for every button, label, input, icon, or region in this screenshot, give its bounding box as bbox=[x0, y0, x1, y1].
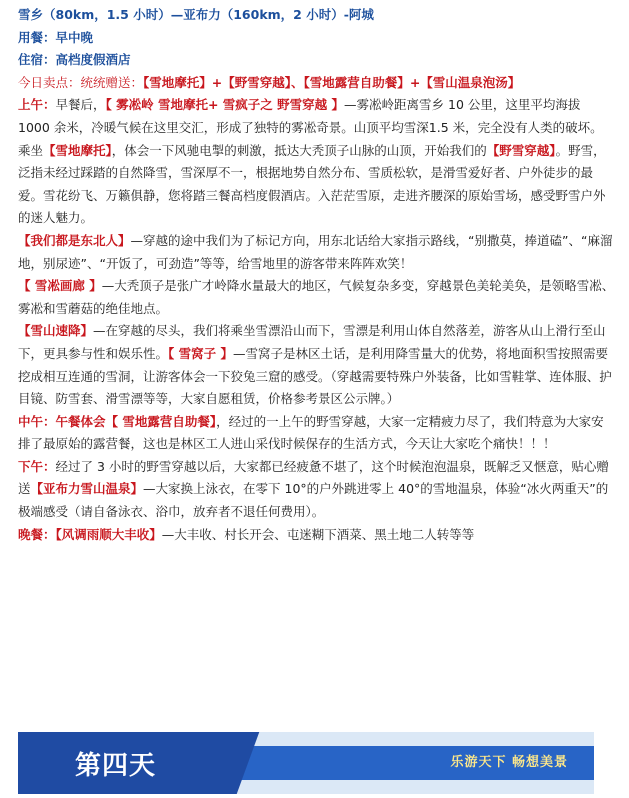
afternoon-label: 下午： bbox=[18, 458, 56, 474]
morning-text: 。野雪，泛指未经过踩踏的自然降雪，雪深厚不一，根据地势自然分布、雪质松软，是滑雪爱好者、户外徒步的最爱。雪花纷飞、万籁俱静，您将踏三餐高档度假酒店。入茫茫雪原，走进齐腰深的原始雪场，感受野雪户外的迷人魅力。 bbox=[18, 142, 606, 226]
highlights-line bbox=[18, 72, 615, 95]
gallery-text: —大秃顶子是张广才岭降水量最大的地区，气候复杂多变，穿越景色美轮美奂，是领略雪凇、雾凇和雪蘑菇的绝佳地点。 bbox=[18, 278, 615, 316]
morning-highlight: 【 雾凇岭 雪地摩托+ 雪疯子之 野雪穿越 】 bbox=[105, 97, 345, 113]
northeast-text: —穿越的途中我们为了标记方向，用东北话给大家指示路线，“别撒莫，捧道磕”、“麻溜地，别尿迹”、“开饭了，可劲造”等等，给雪地里的游客带来阵阵欢笑！ bbox=[18, 232, 613, 271]
slide-paragraph bbox=[18, 320, 615, 410]
meals-label: 用餐： bbox=[18, 29, 56, 45]
route-text: 雪乡（80km，1.5 小时）—亚布力（160km，2 小时）-阿城 bbox=[18, 7, 374, 22]
slide-text: —在穿越的尽头，我们将乘坐雪漂沿山而下，雪漂是利用山体自然落差，游客从山上滑行至山下，更具参与性和娱乐性。 bbox=[18, 323, 606, 361]
highlight-item: 【野雪穿越】 bbox=[222, 74, 292, 90]
day-banner bbox=[18, 732, 594, 794]
dinner-label: 晚餐： bbox=[18, 526, 56, 542]
route-line bbox=[18, 4, 615, 27]
slide-highlight: 【雪山速降】 bbox=[18, 323, 94, 339]
noon-label: 中午：午餐体会 bbox=[18, 413, 106, 429]
morning-text: 早餐后， bbox=[55, 97, 106, 113]
highlight-item: 【雪山温泉泡汤】 bbox=[420, 74, 521, 90]
highlight-item: 【雪地露营自助餐】 bbox=[303, 74, 410, 90]
snow-den-highlight: 【 雪窝子 】 bbox=[168, 345, 233, 361]
noon-highlight: 【 雪地露营自助餐】 bbox=[105, 413, 217, 429]
meals-line bbox=[18, 27, 615, 50]
highlight-plus: + bbox=[211, 74, 223, 90]
highlight-separator: 、 bbox=[291, 74, 304, 90]
northeast-highlight: 【我们都是东北人】 bbox=[18, 232, 131, 248]
afternoon-paragraph bbox=[18, 456, 615, 524]
banner-slogan: 乐游天下 畅想美景 bbox=[450, 755, 568, 770]
afternoon-highlight: 【亚布力雪山温泉】 bbox=[30, 481, 144, 497]
highlights-prefix: 今日卖点：统统赠送： bbox=[18, 74, 144, 90]
highlight-plus: + bbox=[409, 74, 421, 90]
noon-text: ，经过的一上午的野雪穿越，大家一定精疲力尽了，我们特意为大家安排了最原始的露营餐，这也是林区工人进山采伐时候保存的生活方式，今天让大家吃个痛快！！！ bbox=[18, 413, 604, 452]
snow-den-text: —雪窝子是林区土话，是利用降雪量大的优势，将地面积雪按照需要挖成相互连通的雪洞，让游客体会一下狡兔三窟的感受。（穿越需要特殊户外装备，比如雪鞋掌、连体服、护目镜、防雪套、滑雪漂等等，大家自愿租赁，价格参考景区公示牌。） bbox=[18, 345, 612, 407]
stay-line bbox=[18, 49, 615, 72]
morning-text: ，体会一下风驰电掣的刺激，抵达大秃顶子山脉的山顶，开始我们的 bbox=[111, 142, 487, 158]
day-title: 第四天 bbox=[18, 732, 213, 794]
slogan-bar bbox=[218, 746, 594, 780]
morning-paragraph bbox=[18, 94, 615, 230]
gallery-highlight: 【 雪凇画廊 】 bbox=[18, 278, 102, 294]
northeast-paragraph bbox=[18, 230, 615, 275]
noon-paragraph bbox=[18, 411, 615, 456]
stay-value: 高档度假酒店 bbox=[55, 52, 131, 68]
dinner-text: —大丰收、村长开会、屯迷糊下酒菜、黑土地二人转等等 bbox=[161, 526, 475, 542]
morning-label: 上午： bbox=[18, 97, 56, 113]
dinner-paragraph bbox=[18, 524, 615, 547]
dinner-highlight: 【风调雨顺大丰收】 bbox=[55, 526, 162, 542]
highlight-item: 【雪地摩托】 bbox=[143, 74, 212, 90]
afternoon-text: —大家换上泳衣，在零下 10°的户外跳进零上 40°的雪地温泉，体验“冰火两重天”的极端感受（请自备泳衣、浴巾，放弃者不退任何费用）。 bbox=[18, 481, 609, 520]
afternoon-text: 经过了 3 小时的野雪穿越以后，大家都已经疲惫不堪了，这个时候泡泡温泉，既解乏又惬意，贴心赠送 bbox=[18, 458, 609, 497]
morning-text: —雾凇岭距离雪乡 10 公里，这里平均海拔 1000 余米，冷暖气候在这里交汇，形成了独特的雾凇奇景。山顶平均雪深1.5 米，完全没有人类的破坏。乘坐 bbox=[18, 97, 603, 158]
gallery-paragraph bbox=[18, 275, 615, 320]
morning-highlight: 【野雪穿越】 bbox=[486, 142, 556, 158]
meals-value: 早中晚 bbox=[55, 29, 94, 45]
morning-highlight: 【雪地摩托】 bbox=[43, 142, 112, 158]
stay-label: 住宿： bbox=[18, 52, 56, 68]
